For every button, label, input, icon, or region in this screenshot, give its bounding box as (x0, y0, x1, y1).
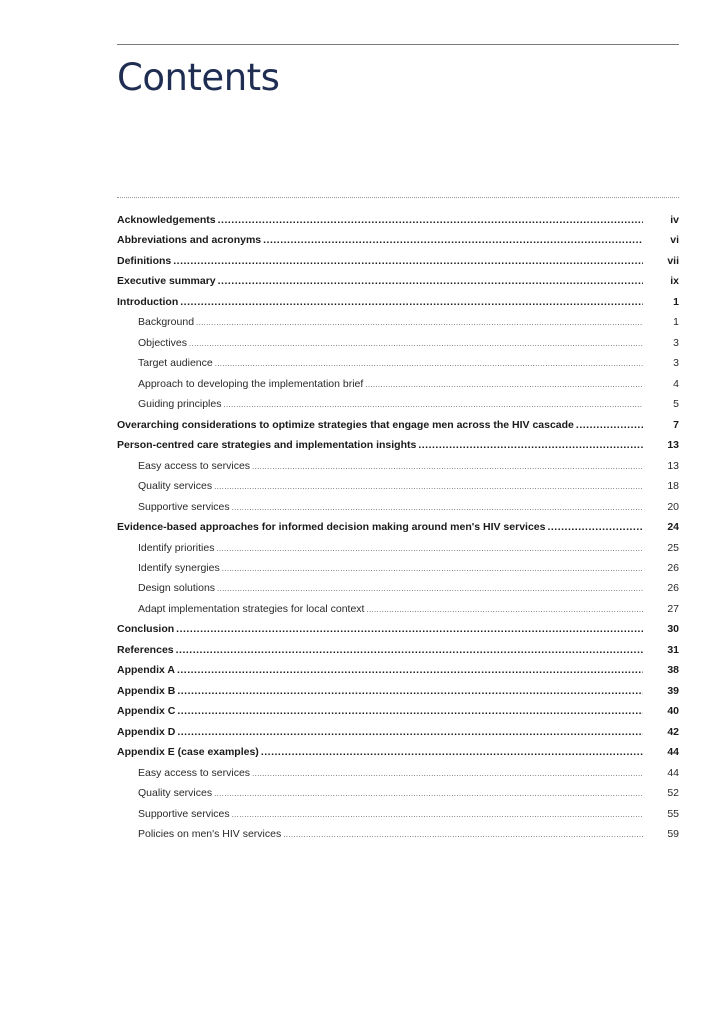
toc-entry-page: 3 (673, 336, 679, 349)
toc-subentry[interactable] (117, 374, 679, 394)
toc-entry[interactable] (117, 640, 679, 660)
toc-subentry[interactable] (117, 824, 679, 844)
toc-entry[interactable] (117, 619, 679, 639)
dot-leader (214, 784, 643, 804)
toc-entry-label: Overarching considerations to optimize strategies that engage men across the HIV cascade (117, 418, 574, 431)
dot-leader (418, 435, 643, 455)
toc-entry-label: Conclusion (117, 623, 175, 636)
toc-entry-label: Abbreviations and acronyms (117, 234, 262, 247)
toc-entry-label: Approach to developing the implementation brief (138, 377, 364, 390)
toc-entry-page: 59 (667, 828, 679, 841)
table-of-contents (117, 210, 679, 845)
toc-entry-page: 18 (667, 480, 679, 493)
toc-subentry[interactable] (117, 783, 679, 803)
dot-leader (252, 764, 643, 784)
dot-leader (176, 640, 643, 660)
toc-entry-page: 44 (667, 746, 679, 759)
dot-leader (218, 210, 643, 230)
toc-entry-label: Adapt implementation strategies for local context (138, 602, 365, 615)
dot-leader (196, 313, 643, 333)
page-title: Contents (117, 56, 280, 99)
toc-entry-page: 1 (673, 295, 679, 308)
toc-entry-label: Executive summary (117, 275, 216, 288)
toc-entry-page: 42 (667, 725, 679, 738)
dot-leader (180, 292, 643, 312)
toc-entry-label: Appendix D (117, 725, 176, 738)
toc-entry-page: 20 (667, 500, 679, 513)
toc-entry-label: Target audience (138, 357, 213, 370)
toc-entry-label: Person-centred care strategies and implementation insights (117, 439, 417, 452)
toc-entry-page: 40 (667, 705, 679, 718)
toc-entry-page: 52 (667, 787, 679, 800)
toc-entry-page: 30 (667, 623, 679, 636)
toc-subentry[interactable] (117, 353, 679, 373)
dot-leader (189, 334, 643, 354)
toc-entry-label: Background (138, 316, 195, 329)
toc-subentry[interactable] (117, 333, 679, 353)
toc-entry-page: 5 (673, 398, 679, 411)
toc-entry[interactable] (117, 660, 679, 680)
toc-entry-page: 3 (673, 357, 679, 370)
toc-entry-label: Supportive services (138, 500, 230, 513)
toc-entry-label: Identify priorities (138, 541, 215, 554)
toc-entry-page: 25 (667, 541, 679, 554)
toc-subentry[interactable] (117, 599, 679, 619)
toc-entry-label: Identify synergies (138, 561, 220, 574)
toc-subentry[interactable] (117, 538, 679, 558)
toc-entry-label: References (117, 643, 174, 656)
dotted-divider (117, 197, 679, 198)
toc-subentry[interactable] (117, 456, 679, 476)
toc-entry-label: Guiding principles (138, 398, 222, 411)
toc-entry-page: ix (670, 275, 679, 288)
toc-entry-label: Policies on men's HIV services (138, 828, 282, 841)
toc-entry-label: Design solutions (138, 582, 216, 595)
toc-entry-label: Objectives (138, 336, 188, 349)
toc-entry-page: vi (670, 234, 679, 247)
toc-entry-page: 13 (667, 439, 679, 452)
toc-entry-label: Appendix A (117, 664, 175, 677)
dot-leader (283, 825, 643, 845)
toc-entry-page: 26 (667, 561, 679, 574)
dot-leader (366, 600, 643, 620)
toc-entry-label: Quality services (138, 480, 213, 493)
toc-entry-label: Appendix B (117, 684, 176, 697)
toc-subentry[interactable] (117, 476, 679, 496)
dot-leader (261, 742, 643, 762)
dot-leader (218, 271, 643, 291)
toc-subentry[interactable] (117, 394, 679, 414)
toc-entry-page: vii (667, 254, 679, 267)
toc-entry-page: iv (670, 214, 679, 226)
dot-leader (176, 619, 643, 639)
toc-entry[interactable] (117, 681, 679, 701)
dot-leader (222, 559, 643, 579)
dot-leader (252, 457, 643, 477)
dot-leader (216, 539, 643, 559)
dot-leader (177, 701, 643, 721)
toc-subentry[interactable] (117, 763, 679, 783)
toc-entry-page: 55 (667, 807, 679, 820)
dot-leader (177, 660, 643, 680)
toc-entry-label: Appendix C (117, 705, 176, 718)
toc-entry[interactable] (117, 230, 679, 250)
toc-entry-page: 44 (667, 766, 679, 779)
toc-entry-page: 13 (667, 459, 679, 472)
toc-entry[interactable] (117, 251, 679, 271)
toc-subentry[interactable] (117, 497, 679, 517)
toc-entry-label: Quality services (138, 787, 213, 800)
toc-entry-page: 27 (667, 602, 679, 615)
toc-entry-page: 7 (673, 418, 679, 431)
dot-leader (173, 251, 643, 271)
toc-entry-label: Acknowledgements (117, 214, 216, 226)
dot-leader (217, 579, 643, 599)
toc-subentry[interactable] (117, 578, 679, 598)
toc-entry-page: 39 (667, 684, 679, 697)
top-divider (117, 44, 679, 45)
toc-entry-label: Definitions (117, 254, 172, 267)
dot-leader (177, 722, 643, 742)
toc-entry[interactable] (117, 210, 679, 230)
dot-leader (365, 375, 643, 395)
toc-subentry[interactable] (117, 558, 679, 578)
dot-leader (263, 230, 643, 250)
toc-entry-page: 24 (667, 521, 679, 534)
toc-entry-page: 26 (667, 582, 679, 595)
dot-leader (232, 498, 643, 518)
toc-entry-label: Supportive services (138, 807, 230, 820)
toc-entry-page: 38 (667, 664, 679, 677)
toc-entry[interactable] (117, 271, 679, 291)
dot-leader (177, 681, 643, 701)
toc-entry-page: 31 (667, 643, 679, 656)
toc-entry[interactable] (117, 722, 679, 742)
toc-entry[interactable] (117, 701, 679, 721)
toc-entry-label: Easy access to services (138, 459, 251, 472)
dot-leader (223, 395, 643, 415)
toc-entry[interactable] (117, 435, 679, 455)
toc-entry-page: 1 (673, 316, 679, 329)
dot-leader (576, 415, 643, 435)
toc-entry[interactable] (117, 415, 679, 435)
dot-leader (215, 354, 643, 374)
dot-leader (547, 517, 643, 537)
toc-entry-label: Evidence-based approaches for informed decision making around men's HIV services (117, 521, 546, 534)
toc-entry[interactable] (117, 742, 679, 762)
toc-entry[interactable] (117, 292, 679, 312)
toc-entry-page: 4 (673, 377, 679, 390)
toc-entry-label: Appendix E (case examples) (117, 746, 259, 759)
toc-entry-label: Introduction (117, 295, 179, 308)
toc-entry-label: Easy access to services (138, 766, 251, 779)
dot-leader (214, 477, 643, 497)
toc-subentry[interactable] (117, 312, 679, 332)
toc-subentry[interactable] (117, 804, 679, 824)
dot-leader (232, 805, 643, 825)
toc-entry[interactable] (117, 517, 679, 537)
